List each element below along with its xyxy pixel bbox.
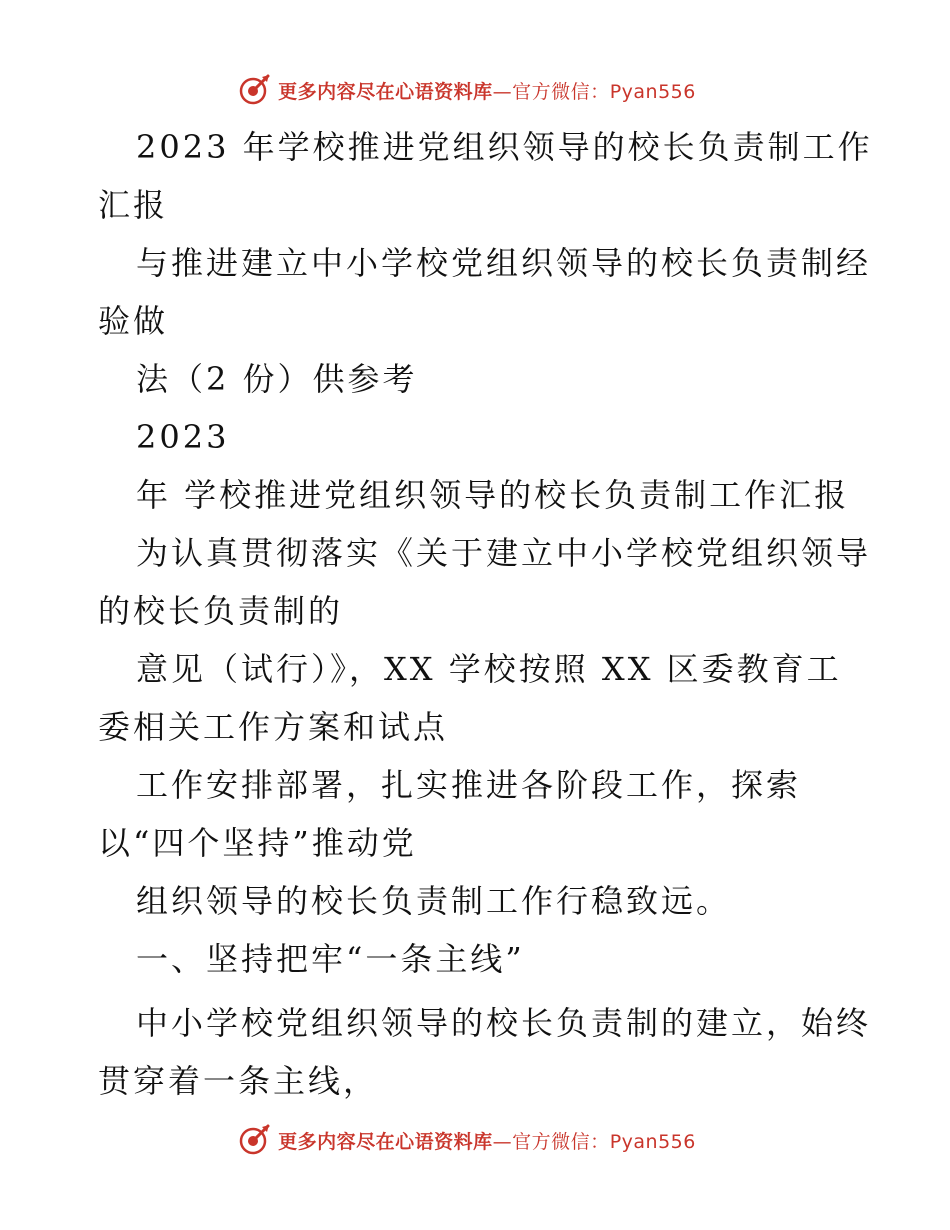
quill-logo-icon (238, 73, 272, 107)
doc-line: 贯穿着一条主线， (98, 1062, 379, 1100)
doc-line: 以“四个坚持”推动党 (98, 824, 417, 862)
doc-line: 的校长负责制的 (98, 592, 344, 630)
banner-slogan: 更多内容尽在心语资料库 (278, 80, 493, 103)
banner-dash: — (492, 80, 513, 103)
banner-wechat-id: Pyan556 (609, 1130, 696, 1153)
doc-line: 法（2 份）供参考 (136, 360, 418, 398)
banner-dash: — (492, 1130, 513, 1153)
doc-line: 组织领导的校长负责制工作行稳致远。 (136, 882, 732, 920)
quill-logo-icon (238, 1123, 272, 1157)
doc-line: 2023 (136, 418, 230, 456)
doc-line: 委相关工作方案和试点 (98, 708, 449, 746)
doc-line: 年 学校推进党组织领导的校长负责制工作汇报 (136, 476, 850, 514)
banner-wechat-label: 官方微信： (512, 1130, 610, 1153)
banner-wechat-label: 官方微信： (512, 80, 610, 103)
doc-line: 中小学校党组织领导的校长负责制的建立，始终 (136, 1004, 872, 1042)
banner-wechat-id: Pyan556 (609, 80, 696, 103)
doc-line: 与推进建立中小学校党组织领导的校长负责制经 (136, 244, 872, 282)
header-banner (0, 70, 950, 110)
doc-line: 2023 年学校推进党组织领导的校长负责制工作 (136, 128, 873, 166)
banner-slogan: 更多内容尽在心语资料库 (278, 1130, 493, 1153)
doc-heading: 一、坚持把牢“一条主线” (136, 940, 525, 978)
doc-line: 工作安排部署，扎实推进各阶段工作，探索 (136, 766, 802, 804)
doc-line: 验做 (98, 302, 169, 340)
doc-line: 为认真贯彻落实《关于建立中小学校党组织领导 (136, 534, 872, 572)
footer-banner (0, 1120, 950, 1160)
doc-line: 汇报 (98, 186, 169, 224)
doc-line: 意见（试行）》，XX 学校按照 XX 区委教育工 (136, 650, 842, 688)
